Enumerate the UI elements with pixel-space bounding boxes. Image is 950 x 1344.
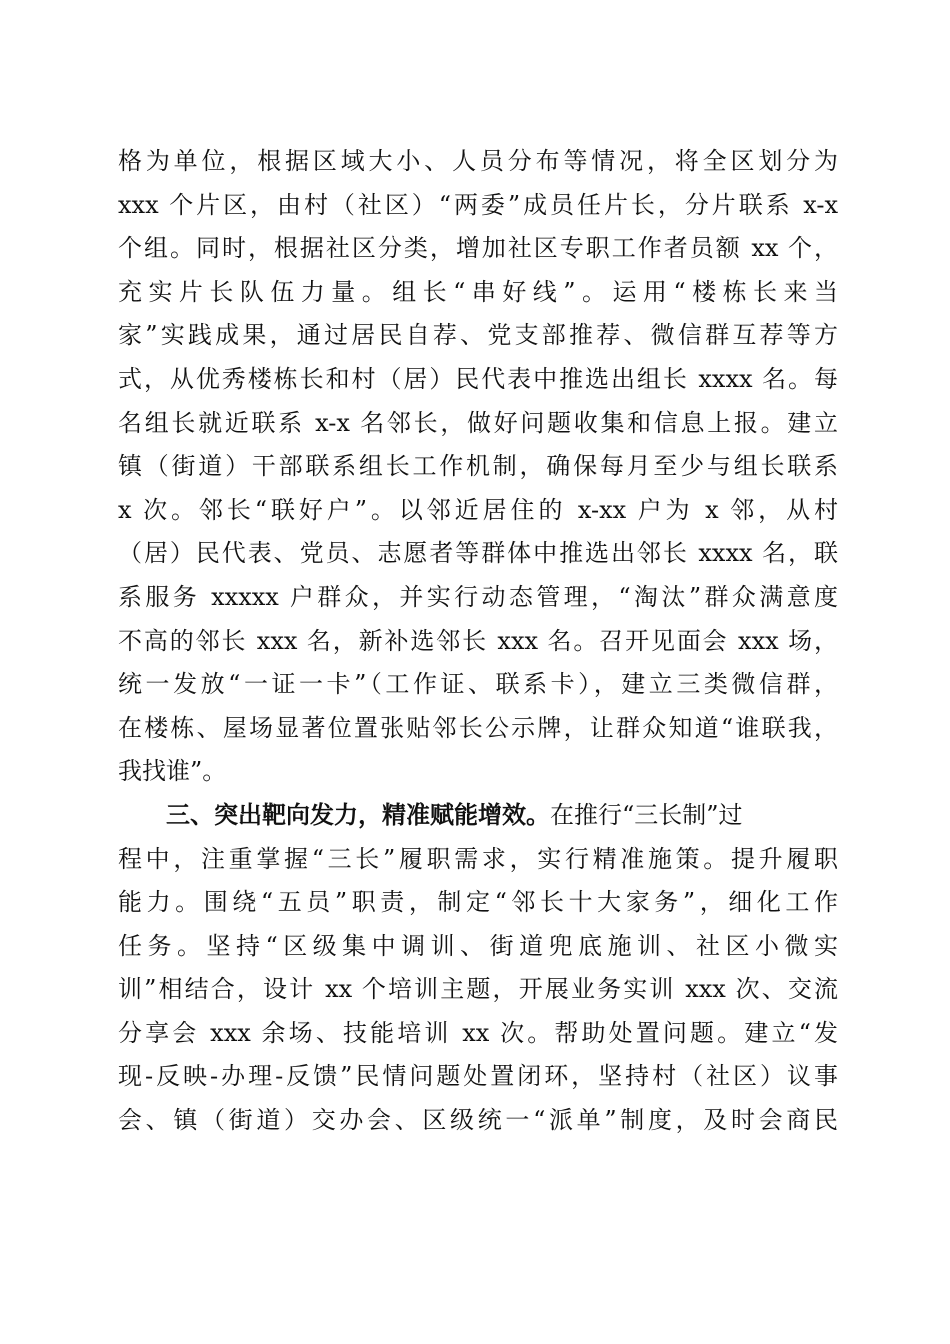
text-line: 名组长就近联系 x-x 名邻长，做好问题收集和信息上报。建立: [118, 408, 838, 437]
text-line: 格为单位，根据区域大小、人员分布等情况，将全区划分为: [118, 147, 838, 175]
text-line: 分享会 xxx 余场、技能培训 xx 次。帮助处置问题。建立“发: [118, 1018, 838, 1047]
text-line: 式，从优秀楼栋长和村（居）民代表中推选出组长 xxxx 名。每: [118, 364, 838, 393]
text-line: 我找谁”。: [118, 757, 227, 786]
document-body: [118, 140, 838, 1143]
text-line: 家”实践成果，通过居民自荐、党支部推荐、微信群互荐等方: [118, 321, 838, 350]
text-line: 程中，注重掌握“三长”履职需求，实行精准施策。提升履职: [118, 844, 838, 873]
text-line: 能力。围绕“五员”职责，制定“邻长十大家务”，细化工作: [118, 888, 838, 917]
paragraph-1: [118, 140, 838, 794]
text-line: 现-反映-办理-反馈”民情问题处置闭环，坚持村（社区）议事: [118, 1062, 838, 1091]
text-line: 会、镇（街道）交办会、区级统一“派单”制度，及时会商民: [118, 1106, 838, 1135]
text-line: 任务。坚持“区级集中调训、街道兜底施训、社区小微实: [118, 931, 838, 960]
text-line: （居）民代表、党员、志愿者等群体中推选出邻长 xxxx 名，联: [118, 539, 838, 568]
text-line: 充实片长队伍力量。组长“串好线”。运用“楼栋长来当: [118, 277, 838, 306]
text-line: 镇（街道）干部联系组长工作机制，确保每月至少与组长联系: [118, 452, 838, 481]
text-line: xxx 个片区，由村（社区）“两委”成员任片长，分片联系 x-x: [118, 190, 838, 219]
section-heading: 三、突出靶向发力，精准赋能增效。: [166, 800, 550, 829]
text-line: 在楼栋、屋场显著位置张贴邻长公示牌，让群众知道“谁联我，: [118, 713, 838, 742]
heading-line: [118, 794, 838, 838]
text-line: 不高的邻长 xxx 名，新补选邻长 xxx 名。召开见面会 xxx 场，: [118, 626, 838, 655]
text-line: 统一发放“一证一卡”（工作证、联系卡），建立三类微信群，: [118, 670, 838, 699]
text-line: 个组。同时，根据社区分类，增加社区专职工作者员额 xx 个，: [118, 234, 838, 263]
text-line: 系服务 xxxxx 户群众，并实行动态管理，“淘汰”群众满意度: [118, 582, 838, 611]
text-line: 训”相结合，设计 xx 个培训主题，开展业务实训 xxx 次、交流: [118, 975, 838, 1004]
text-line: x 次。邻长“联好户”。以邻近居住的 x-xx 户为 x 邻，从村: [118, 495, 838, 524]
paragraph-2: [118, 794, 838, 1143]
heading-line-rest: 在推行“三长制”过: [550, 800, 743, 829]
